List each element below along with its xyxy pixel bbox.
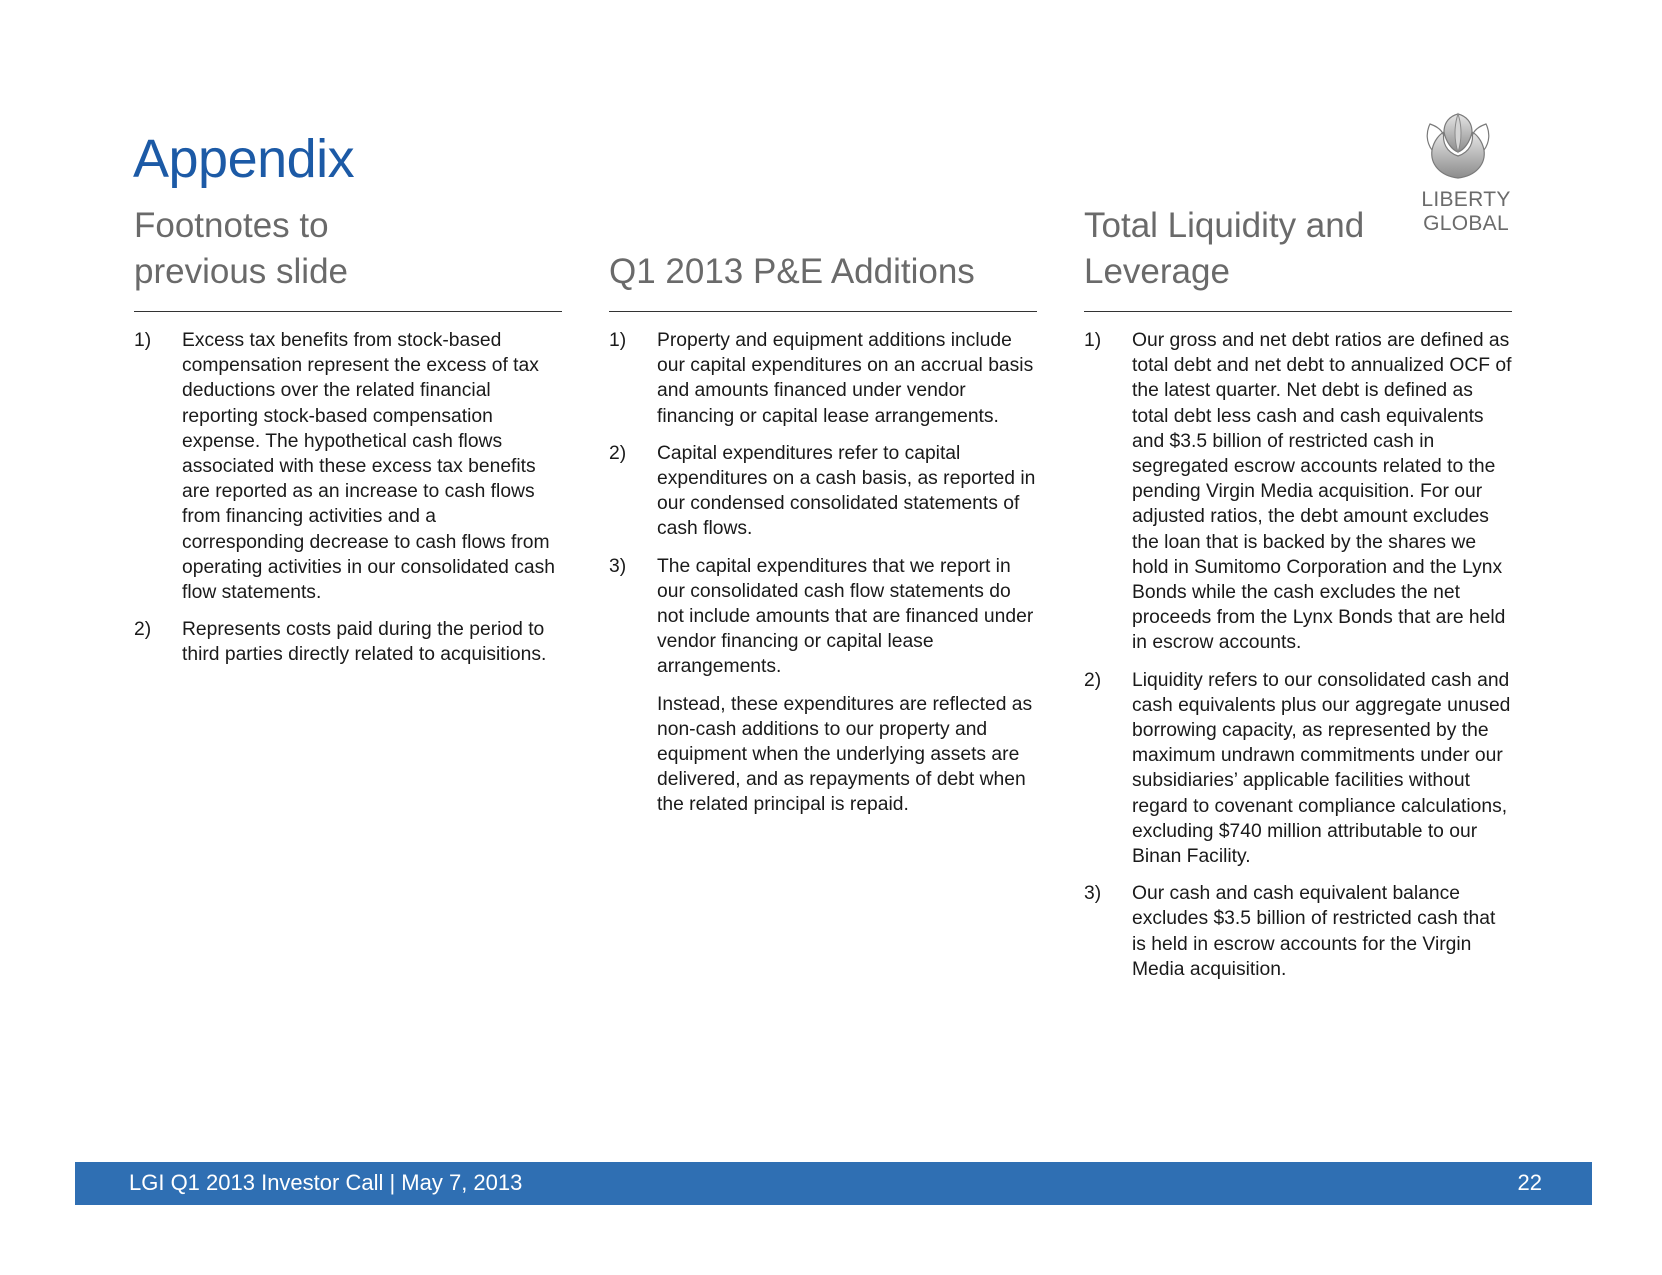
- list-item: [609, 554, 1037, 680]
- note-number: 3): [609, 555, 627, 577]
- list-item: [609, 441, 1037, 542]
- slide-title: Appendix: [133, 129, 355, 189]
- note-number: 1): [1084, 330, 1102, 351]
- list-item: [134, 328, 562, 605]
- logo-text: LIBERTY GLOBAL: [1421, 188, 1511, 235]
- notes-list: [609, 328, 1037, 680]
- note-number: 2): [1084, 669, 1102, 691]
- column-liquidity-leverage: [1084, 205, 1512, 994]
- list-item: [1084, 881, 1512, 982]
- list-item: [134, 617, 562, 667]
- column-heading: [134, 205, 562, 312]
- column-pe-additions: [609, 205, 1037, 837]
- note-continuation: Instead, these expenditures are reflected as non-cash additions to our property and equipment when the underlying assets are delivered, and as repayments of debt when the related principal is repaid.: [657, 693, 1033, 816]
- note-number: 1): [609, 330, 627, 351]
- note-text: Property and equipment additions include our capital expenditures on an accrual basis and amounts financed under vendor financing or capital lease arrangements.: [657, 330, 1034, 427]
- column-footnotes: [134, 205, 562, 680]
- list-item: [1084, 328, 1512, 656]
- heading-line: Leverage: [1084, 252, 1230, 291]
- notes-list: [134, 328, 562, 668]
- heading-line: Footnotes to: [134, 206, 329, 245]
- note-text: Our gross and net debt ratios are defined as total debt and net debt to annualized OCF of the latest quarter. Net debt is defined as total debt less cash and cash equivalents and $3.5 billion of restricted cash in segregated escrow accounts related to the pending Virgin Media acquisition. For our adjusted ratios, the debt amount excludes the loan that is backed by the shares we hold in Sumitomo Corporation and the Lynx Bonds while the cash excludes the net proceeds from the Lynx Bonds that are held in escrow accounts.: [1132, 330, 1512, 654]
- heading-line: previous slide: [134, 252, 348, 291]
- note-number: 3): [1084, 883, 1102, 905]
- heading-line: Q1 2013 P&E Additions: [609, 252, 975, 291]
- note-number: 2): [134, 619, 152, 641]
- column-heading: [1084, 205, 1512, 312]
- flower-bud-icon: [1420, 112, 1496, 182]
- liberty-global-logo: [1376, 112, 1556, 235]
- note-text: Our cash and cash equivalent balance excludes $3.5 billion of restricted cash that is held in escrow accounts for the Virgin Media acquisition.: [1132, 883, 1496, 980]
- footer-bar: [75, 1162, 1592, 1205]
- note-text: Represents costs paid during the period to third parties directly related to acquisitions.: [182, 619, 547, 666]
- heading-line: Total Liquidity and: [1084, 206, 1365, 245]
- footer-text: LGI Q1 2013 Investor Call | May 7, 2013: [129, 1170, 523, 1195]
- list-item: [609, 328, 1037, 429]
- note-text: Excess tax benefits from stock-based compensation represent the excess of tax deductions over the related financial reporting stock-based compensation expense. The hypothetical cash flows associated with these excess tax benefits are reported as an increase to cash flows from financing activities and a corresponding decrease to cash flows from operating activities in our consolidated cash flow statements.: [182, 330, 555, 604]
- note-text: Liquidity refers to our consolidated cash and cash equivalents plus our aggregate unused borrowing capacity, as represented by the maximum undrawn commitments under our subsidiaries’ applicable facilities without regard to covenant compliance calculations, excluding $740 million attributable to our Binan Facility.: [1132, 669, 1511, 868]
- column-heading: [609, 205, 1037, 312]
- note-text: The capital expenditures that we report in our consolidated cash flow statements do not include amounts that are financed under vendor financing or capital lease arrangements.: [657, 555, 1034, 678]
- list-item: [1084, 668, 1512, 870]
- note-number: 2): [609, 442, 627, 464]
- page-number: 22: [1517, 1170, 1542, 1195]
- note-number: 1): [134, 330, 152, 351]
- note-text: Capital expenditures refer to capital expenditures on a cash basis, as reported in our condensed consolidated statements of cash flows.: [657, 442, 1036, 540]
- notes-list: [1084, 328, 1512, 982]
